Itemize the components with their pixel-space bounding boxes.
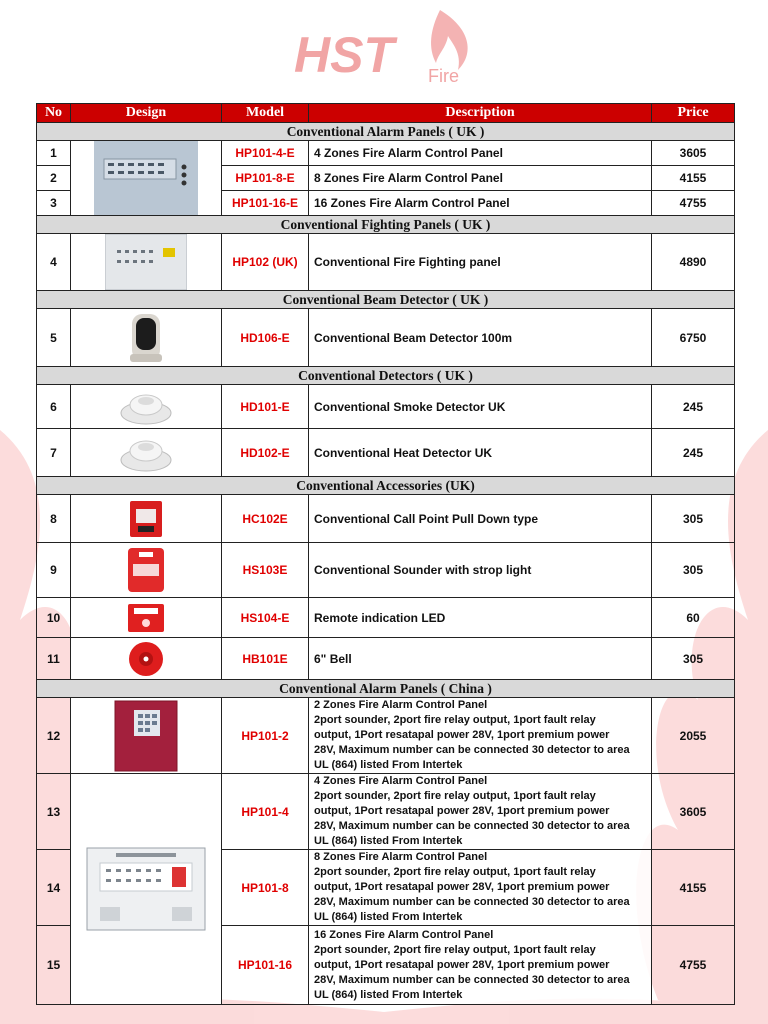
price-list-table [36,103,735,1005]
item-model: HB101E [222,638,309,680]
item-model: HD106-E [222,309,309,367]
item-price: 4755 [652,191,735,216]
item-no: 7 [37,429,71,477]
item-price: 305 [652,495,735,543]
table-row [37,543,735,598]
description-line: UL (864) listed From Intertek [314,911,463,923]
item-description: 16 Zones Fire Alarm Control Panel [309,191,652,216]
item-description [309,698,652,774]
description-line: 8 Zones Fire Alarm Control Panel [314,851,488,863]
description-line: 4 Zones Fire Alarm Control Panel [314,775,488,787]
section-title: Conventional Accessories (UK) [37,477,735,495]
design-cell [71,385,222,429]
description-line: output, 1Port resatapal power 28V, 1port premium power [314,881,610,893]
item-model: HP101-16-E [222,191,309,216]
item-no: 5 [37,309,71,367]
section-row [37,680,735,698]
table-row [37,141,735,166]
item-description: Remote indication LED [309,598,652,638]
bell-icon [126,640,166,678]
item-price: 60 [652,598,735,638]
description-line: 2port sounder, 2port fire relay output, 1port fault relay [314,943,596,956]
item-description [309,926,652,1005]
logo-hst-text: HST [294,27,394,83]
item-description: Conventional Fire Fighting panel [309,234,652,291]
description-line: UL (864) listed From Intertek [314,835,463,847]
sounder-strobe-icon [125,546,167,594]
item-model: HP101-4-E [222,141,309,166]
design-cell [71,141,222,216]
item-price: 4155 [652,850,735,926]
table-row [37,598,735,638]
item-price: 245 [652,429,735,477]
item-price: 3605 [652,774,735,850]
header-design: Design [71,104,222,123]
table-row [37,429,735,477]
header-model: Model [222,104,309,123]
table-row [37,234,735,291]
item-description: Conventional Smoke Detector UK [309,385,652,429]
item-description: 4 Zones Fire Alarm Control Panel [309,141,652,166]
heat-detector-icon [119,432,173,474]
item-no: 11 [37,638,71,680]
item-price: 3605 [652,141,735,166]
design-cell [71,495,222,543]
header-price: Price [652,104,735,123]
section-title: Conventional Alarm Panels ( China ) [37,680,735,698]
item-model: HD102-E [222,429,309,477]
description-line: 16 Zones Fire Alarm Control Panel [314,928,494,941]
item-description [309,850,652,926]
item-price: 305 [652,543,735,598]
description-line: 28V, Maximum number can be connected 30 detector to area [314,744,630,756]
section-row [37,123,735,141]
item-no: 3 [37,191,71,216]
section-title: Conventional Beam Detector ( UK ) [37,291,735,309]
fighting-panel-icon [105,234,187,290]
section-row [37,216,735,234]
logo-fire-text: Fire [428,66,459,86]
item-description: 8 Zones Fire Alarm Control Panel [309,166,652,191]
item-no: 10 [37,598,71,638]
item-no: 2 [37,166,71,191]
item-model: HP101-4 [222,774,309,850]
description-line: UL (864) listed From Intertek [314,988,463,1001]
item-no: 14 [37,850,71,926]
item-price: 6750 [652,309,735,367]
item-price: 4890 [652,234,735,291]
table-row [37,698,735,774]
design-cell [71,429,222,477]
item-description: Conventional Sounder with strop light [309,543,652,598]
item-no: 12 [37,698,71,774]
description-line: 28V, Maximum number can be connected 30 detector to area [314,820,630,832]
item-no: 1 [37,141,71,166]
item-no: 13 [37,774,71,850]
header-description: Description [309,104,652,123]
section-row [37,477,735,495]
design-cell [71,234,222,291]
hst-fire-logo [290,8,490,88]
table-row [37,495,735,543]
item-model: HS103E [222,543,309,598]
design-cell [71,309,222,367]
section-title: Conventional Alarm Panels ( UK ) [37,123,735,141]
item-price: 4155 [652,166,735,191]
item-model: HS104-E [222,598,309,638]
design-cell [71,543,222,598]
design-cell [71,638,222,680]
description-line: 2port sounder, 2port fire relay output, 1port fault relay [314,866,596,878]
description-line: output, 1Port resatapal power 28V, 1port premium power [314,729,610,741]
item-price: 245 [652,385,735,429]
description-line: output, 1Port resatapal power 28V, 1port premium power [314,958,610,971]
item-description: 6" Bell [309,638,652,680]
item-no: 6 [37,385,71,429]
description-line: UL (864) listed From Intertek [314,759,463,771]
description-line: 2port sounder, 2port fire relay output, 1port fault relay [314,714,596,726]
item-no: 15 [37,926,71,1005]
section-row [37,291,735,309]
description-line: 2port sounder, 2port fire relay output, 1port fault relay [314,790,596,802]
item-model: HP101-2 [222,698,309,774]
table-row [37,309,735,367]
design-cell [71,774,222,1005]
design-cell [71,698,222,774]
item-model: HP101-8 [222,850,309,926]
item-description: Conventional Heat Detector UK [309,429,652,477]
item-price: 4755 [652,926,735,1005]
item-model: HP101-16 [222,926,309,1005]
china-panel-icon [86,847,206,931]
item-description: Conventional Beam Detector 100m [309,309,652,367]
item-model: HP101-8-E [222,166,309,191]
call-point-icon [128,499,164,539]
section-row [37,367,735,385]
section-title: Conventional Detectors ( UK ) [37,367,735,385]
item-model: HP102 (UK) [222,234,309,291]
table-row [37,638,735,680]
smoke-detector-icon [119,387,173,427]
item-price: 2055 [652,698,735,774]
item-no: 8 [37,495,71,543]
design-cell [71,598,222,638]
item-no: 4 [37,234,71,291]
item-price: 305 [652,638,735,680]
table-row [37,774,735,850]
alarm-panel-icon [94,141,198,215]
section-title: Conventional Fighting Panels ( UK ) [37,216,735,234]
item-description [309,774,652,850]
red-panel-icon [114,700,178,772]
item-model: HD101-E [222,385,309,429]
description-line: 28V, Maximum number can be connected 30 detector to area [314,973,630,986]
beam-detector-icon [126,312,166,364]
remote-led-icon [126,602,166,634]
description-line: output, 1Port resatapal power 28V, 1port premium power [314,805,610,817]
description-line: 28V, Maximum number can be connected 30 detector to area [314,896,630,908]
item-model: HC102E [222,495,309,543]
header-no: No [37,104,71,123]
item-no: 9 [37,543,71,598]
table-header-row [37,104,735,123]
item-description: Conventional Call Point Pull Down type [309,495,652,543]
table-row [37,385,735,429]
description-line: 2 Zones Fire Alarm Control Panel [314,699,488,711]
